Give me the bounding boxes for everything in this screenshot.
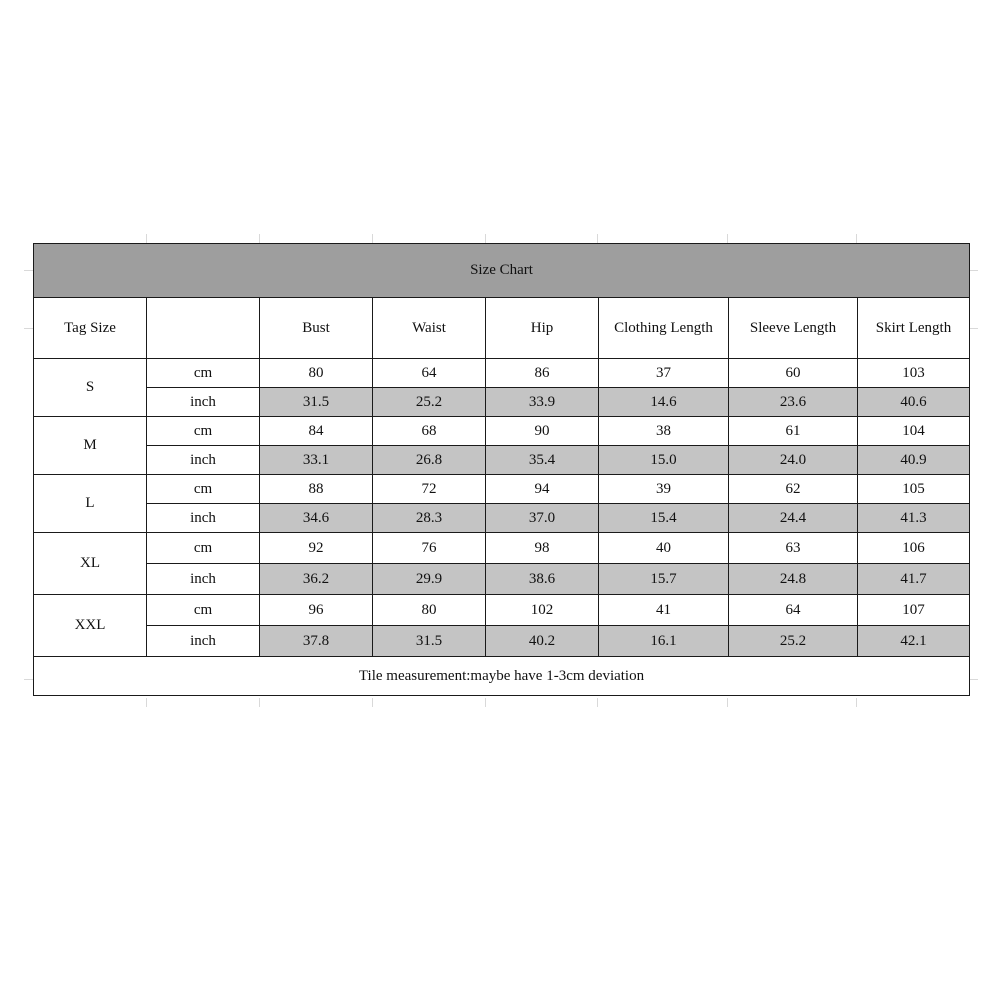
- unit-label: inch: [147, 564, 260, 595]
- hip-value: 90: [486, 417, 599, 446]
- grid-tick: [259, 698, 260, 707]
- unit-label: inch: [147, 504, 260, 533]
- waist-value: 31.5: [373, 626, 486, 657]
- size-label: XXL: [34, 595, 147, 657]
- grid-tick: [969, 679, 978, 680]
- grid-tick: [597, 234, 598, 243]
- bust-value: 36.2: [260, 564, 373, 595]
- header-waist: Waist: [373, 298, 486, 359]
- skirt-length-value: 104: [858, 417, 970, 446]
- grid-tick: [372, 698, 373, 707]
- table-row: [34, 504, 970, 533]
- size-label: S: [34, 359, 147, 417]
- unit-label: cm: [147, 595, 260, 626]
- skirt-length-value: 105: [858, 475, 970, 504]
- grid-tick: [597, 698, 598, 707]
- grid-tick: [146, 698, 147, 707]
- unit-label: inch: [147, 446, 260, 475]
- clothing-length-value: 15.0: [599, 446, 729, 475]
- waist-value: 80: [373, 595, 486, 626]
- waist-value: 28.3: [373, 504, 486, 533]
- waist-value: 72: [373, 475, 486, 504]
- unit-label: cm: [147, 417, 260, 446]
- grid-tick: [485, 234, 486, 243]
- skirt-length-value: 41.3: [858, 504, 970, 533]
- clothing-length-value: 37: [599, 359, 729, 388]
- clothing-length-value: 16.1: [599, 626, 729, 657]
- unit-label: inch: [147, 388, 260, 417]
- bust-value: 37.8: [260, 626, 373, 657]
- bust-value: 96: [260, 595, 373, 626]
- size-label: M: [34, 417, 147, 475]
- skirt-length-value: 40.9: [858, 446, 970, 475]
- table-row: [34, 595, 970, 626]
- bust-value: 34.6: [260, 504, 373, 533]
- bust-value: 92: [260, 533, 373, 564]
- hip-value: 102: [486, 595, 599, 626]
- unit-label: cm: [147, 359, 260, 388]
- clothing-length-value: 38: [599, 417, 729, 446]
- size-chart-table: [33, 243, 970, 696]
- size-label: L: [34, 475, 147, 533]
- clothing-length-value: 15.4: [599, 504, 729, 533]
- table-row: [34, 626, 970, 657]
- waist-value: 25.2: [373, 388, 486, 417]
- skirt-length-value: 42.1: [858, 626, 970, 657]
- hip-value: 35.4: [486, 446, 599, 475]
- grid-tick: [372, 234, 373, 243]
- sleeve-length-value: 24.4: [729, 504, 858, 533]
- grid-tick: [259, 234, 260, 243]
- grid-tick: [856, 698, 857, 707]
- grid-tick: [24, 679, 33, 680]
- grid-tick: [485, 698, 486, 707]
- waist-value: 76: [373, 533, 486, 564]
- sleeve-length-value: 24.8: [729, 564, 858, 595]
- waist-value: 64: [373, 359, 486, 388]
- unit-label: cm: [147, 533, 260, 564]
- grid-tick: [969, 270, 978, 271]
- clothing-length-value: 40: [599, 533, 729, 564]
- sleeve-length-value: 25.2: [729, 626, 858, 657]
- skirt-length-value: 40.6: [858, 388, 970, 417]
- header-unit: [147, 298, 260, 359]
- table-row: [34, 533, 970, 564]
- waist-value: 68: [373, 417, 486, 446]
- table-row: [34, 475, 970, 504]
- size-label: XL: [34, 533, 147, 595]
- header-tag-size: Tag Size: [34, 298, 147, 359]
- bust-value: 80: [260, 359, 373, 388]
- hip-value: 86: [486, 359, 599, 388]
- waist-value: 26.8: [373, 446, 486, 475]
- bust-value: 33.1: [260, 446, 373, 475]
- bust-value: 31.5: [260, 388, 373, 417]
- hip-value: 94: [486, 475, 599, 504]
- sleeve-length-value: 62: [729, 475, 858, 504]
- sleeve-length-value: 24.0: [729, 446, 858, 475]
- sleeve-length-value: 64: [729, 595, 858, 626]
- sleeve-length-value: 23.6: [729, 388, 858, 417]
- table-row: [34, 446, 970, 475]
- waist-value: 29.9: [373, 564, 486, 595]
- hip-value: 33.9: [486, 388, 599, 417]
- grid-tick: [856, 234, 857, 243]
- grid-tick: [24, 328, 33, 329]
- grid-tick: [727, 698, 728, 707]
- hip-value: 40.2: [486, 626, 599, 657]
- header-sleeve-length: Sleeve Length: [729, 298, 858, 359]
- chart-title: Size Chart: [34, 244, 970, 298]
- bust-value: 88: [260, 475, 373, 504]
- table-row: [34, 417, 970, 446]
- table-row: [34, 564, 970, 595]
- header-skirt-length: Skirt Length: [858, 298, 970, 359]
- clothing-length-value: 15.7: [599, 564, 729, 595]
- skirt-length-value: 41.7: [858, 564, 970, 595]
- bust-value: 84: [260, 417, 373, 446]
- hip-value: 38.6: [486, 564, 599, 595]
- measurement-note: Tile measurement:maybe have 1-3cm deviation: [34, 657, 970, 696]
- clothing-length-value: 39: [599, 475, 729, 504]
- clothing-length-value: 14.6: [599, 388, 729, 417]
- header-hip: Hip: [486, 298, 599, 359]
- skirt-length-value: 106: [858, 533, 970, 564]
- skirt-length-value: 103: [858, 359, 970, 388]
- sleeve-length-value: 63: [729, 533, 858, 564]
- unit-label: cm: [147, 475, 260, 504]
- table-row: [34, 388, 970, 417]
- header-clothing-length: Clothing Length: [599, 298, 729, 359]
- grid-tick: [727, 234, 728, 243]
- hip-value: 37.0: [486, 504, 599, 533]
- unit-label: inch: [147, 626, 260, 657]
- sleeve-length-value: 60: [729, 359, 858, 388]
- header-row: [34, 298, 970, 359]
- sleeve-length-value: 61: [729, 417, 858, 446]
- skirt-length-value: 107: [858, 595, 970, 626]
- grid-tick: [146, 234, 147, 243]
- table-row: [34, 359, 970, 388]
- hip-value: 98: [486, 533, 599, 564]
- grid-tick: [24, 270, 33, 271]
- header-bust: Bust: [260, 298, 373, 359]
- clothing-length-value: 41: [599, 595, 729, 626]
- grid-tick: [969, 328, 978, 329]
